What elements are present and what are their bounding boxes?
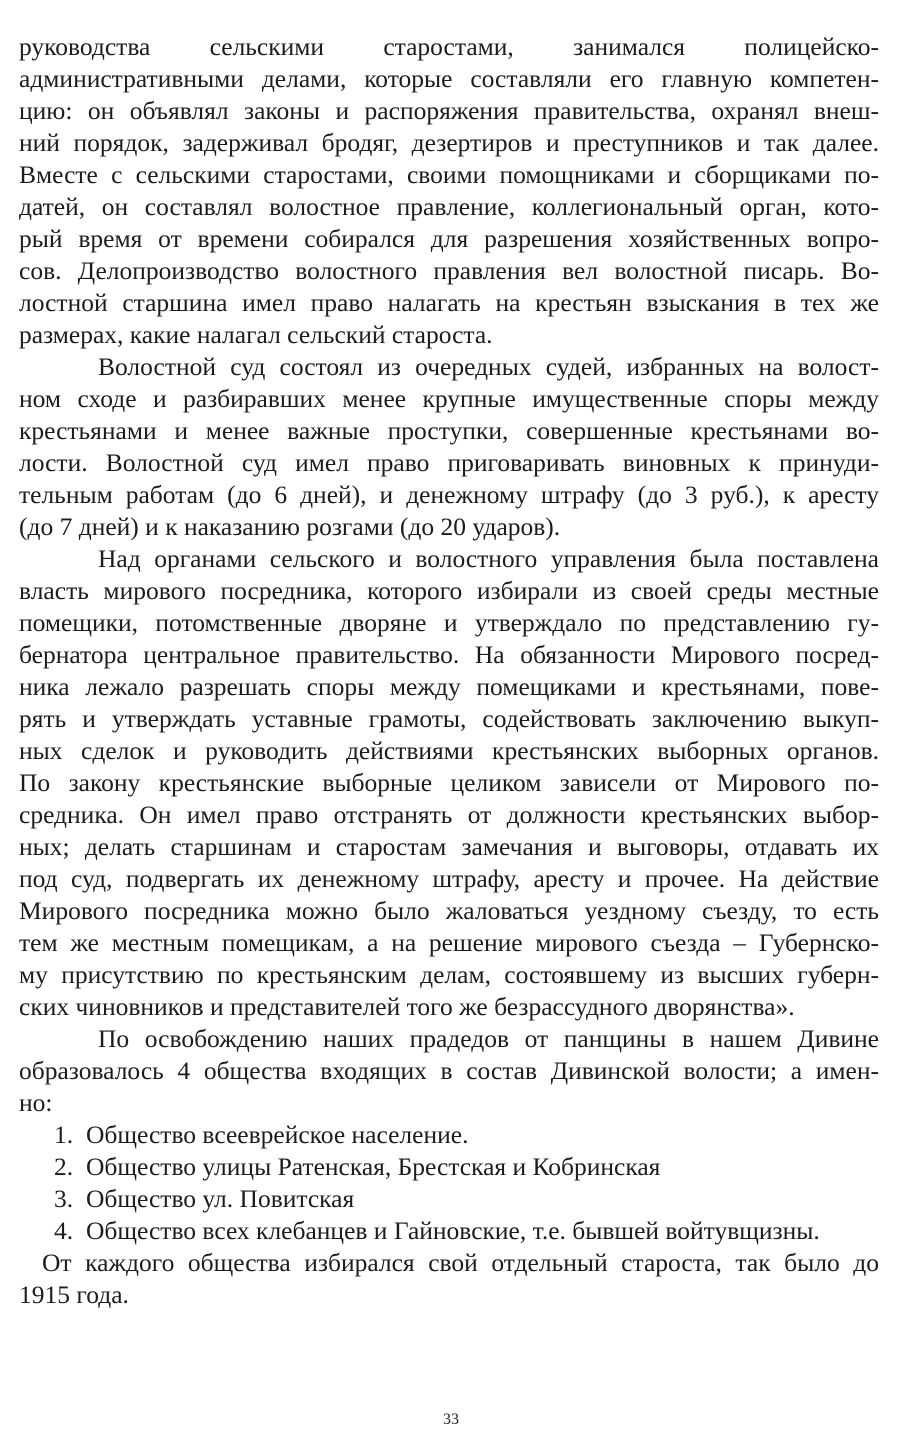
text-line: но: bbox=[19, 1088, 53, 1117]
list-item bbox=[19, 1215, 879, 1247]
list-text: Общество всех клебанцев и Гайновские, т.е. бывшей войтувщизны. bbox=[86, 1216, 820, 1245]
text-line: му присутствию по крестьянским делам, состоявшему из высших губерн- bbox=[19, 960, 879, 989]
text-line: Волостной суд состоял из очередных судей, избранных на волост- bbox=[98, 352, 879, 381]
paragraph-1 bbox=[19, 31, 879, 351]
document-page bbox=[19, 31, 879, 1311]
text-line: ний порядок, задерживал бродяг, дезертиров и преступников и так далее. bbox=[19, 128, 879, 157]
text-line: крестьянами и менее важные проступки, совершенные крестьянами во- bbox=[19, 416, 879, 445]
text-line: лости. Волостной суд имел право приговаривать виновных к принуди- bbox=[19, 448, 879, 477]
text-line: рять и утверждать уставные грамоты, содействовать заключению выкуп- bbox=[19, 704, 879, 733]
list-text: Общество ул. Повитская bbox=[86, 1184, 355, 1213]
text-line: датей, он составлял волостное правление, коллегиональный орган, кото- bbox=[19, 192, 879, 221]
text-line: (до 7 дней) и к наказанию розгами (до 20 ударов). bbox=[19, 512, 561, 541]
text-line: тельным работам (до 6 дней), и денежному штрафу (до 3 руб.), к аресту bbox=[19, 480, 879, 509]
text-line: размерах, какие налагал сельский староста. bbox=[19, 320, 493, 349]
text-line: помещики, потомственные дворяне и утверждало по представлению гу- bbox=[19, 608, 879, 637]
text-line: административными делами, которые составляли его главную компетен- bbox=[19, 64, 879, 93]
text-line: Мирового посредника можно было жаловаться уездному съезду, то есть bbox=[19, 896, 879, 925]
text-line: лостной старшина имел право налагать на крестьян взыскания в тех же bbox=[19, 288, 879, 317]
paragraph-2 bbox=[19, 351, 879, 543]
list-number: 2. bbox=[54, 1152, 74, 1181]
text-line: сов. Делопроизводство волостного правления вел волостной писарь. Во- bbox=[19, 256, 879, 285]
list-number: 4. bbox=[54, 1216, 74, 1245]
text-line: средника. Он имел право отстранять от должности крестьянских выбор- bbox=[19, 800, 879, 829]
list-text: Общество всееврейское население. bbox=[86, 1120, 469, 1149]
text-line: цию: он объявлял законы и распоряжения правительства, охранял внеш- bbox=[19, 96, 879, 125]
text-line: власть мирового посредника, которого избирали из своей среды местные bbox=[19, 576, 879, 605]
text-line: ных; делать старшинам и старостам замечания и выговоры, отдавать их bbox=[19, 832, 879, 861]
text-line: ных сделок и руководить действиями крестьянских выборных органов. bbox=[19, 736, 879, 765]
text-line: 1915 года. bbox=[19, 1280, 129, 1309]
page-number: 33 bbox=[443, 1411, 459, 1428]
paragraph-3 bbox=[19, 543, 879, 1023]
text-line: Вместе с сельскими старостами, своими помощниками и сборщиками по- bbox=[19, 160, 879, 189]
closing-paragraph bbox=[19, 1247, 879, 1311]
text-line: тем же местным помещикам, а на решение мирового съезда – Губернско- bbox=[19, 928, 879, 957]
list-text: Общество улицы Ратенская, Брестская и Кобринская bbox=[86, 1152, 661, 1181]
text-line: ном сходе и разбиравших менее крупные имущественные споры между bbox=[19, 384, 879, 413]
text-line: Над органами сельского и волостного управления была поставлена bbox=[98, 544, 879, 573]
list-item bbox=[19, 1183, 879, 1215]
list-item bbox=[19, 1119, 879, 1151]
text-line: руководства сельскими старостами, занимался полицейско- bbox=[19, 32, 879, 61]
text-line: образовалось 4 общества входящих в состав Дивинской волости; а имен- bbox=[19, 1056, 879, 1085]
list-number: 3. bbox=[54, 1184, 74, 1213]
list-number: 1. bbox=[54, 1120, 74, 1149]
text-line: рый время от времени собирался для разрешения хозяйственных вопро- bbox=[19, 224, 879, 253]
text-line: По освобождению наших прадедов от панщины в нашем Дивине bbox=[98, 1024, 879, 1053]
text-line: ских чиновников и представителей того же безрассудного дворянства». bbox=[19, 992, 795, 1021]
list-item bbox=[19, 1151, 879, 1183]
text-line: От каждого общества избирался свой отдельный староста, так было до bbox=[42, 1248, 879, 1277]
text-line: ника лежало разрешать споры между помещиками и крестьянами, пове- bbox=[19, 672, 879, 701]
text-line: По закону крестьянские выборные целиком зависели от Мирового по- bbox=[19, 768, 879, 797]
paragraph-4 bbox=[19, 1023, 879, 1119]
text-line: бернатора центральное правительство. На обязанности Мирового посред- bbox=[19, 640, 879, 669]
societies-list bbox=[19, 1119, 879, 1247]
text-line: под суд, подвергать их денежному штрафу, аресту и прочее. На действие bbox=[19, 864, 879, 893]
